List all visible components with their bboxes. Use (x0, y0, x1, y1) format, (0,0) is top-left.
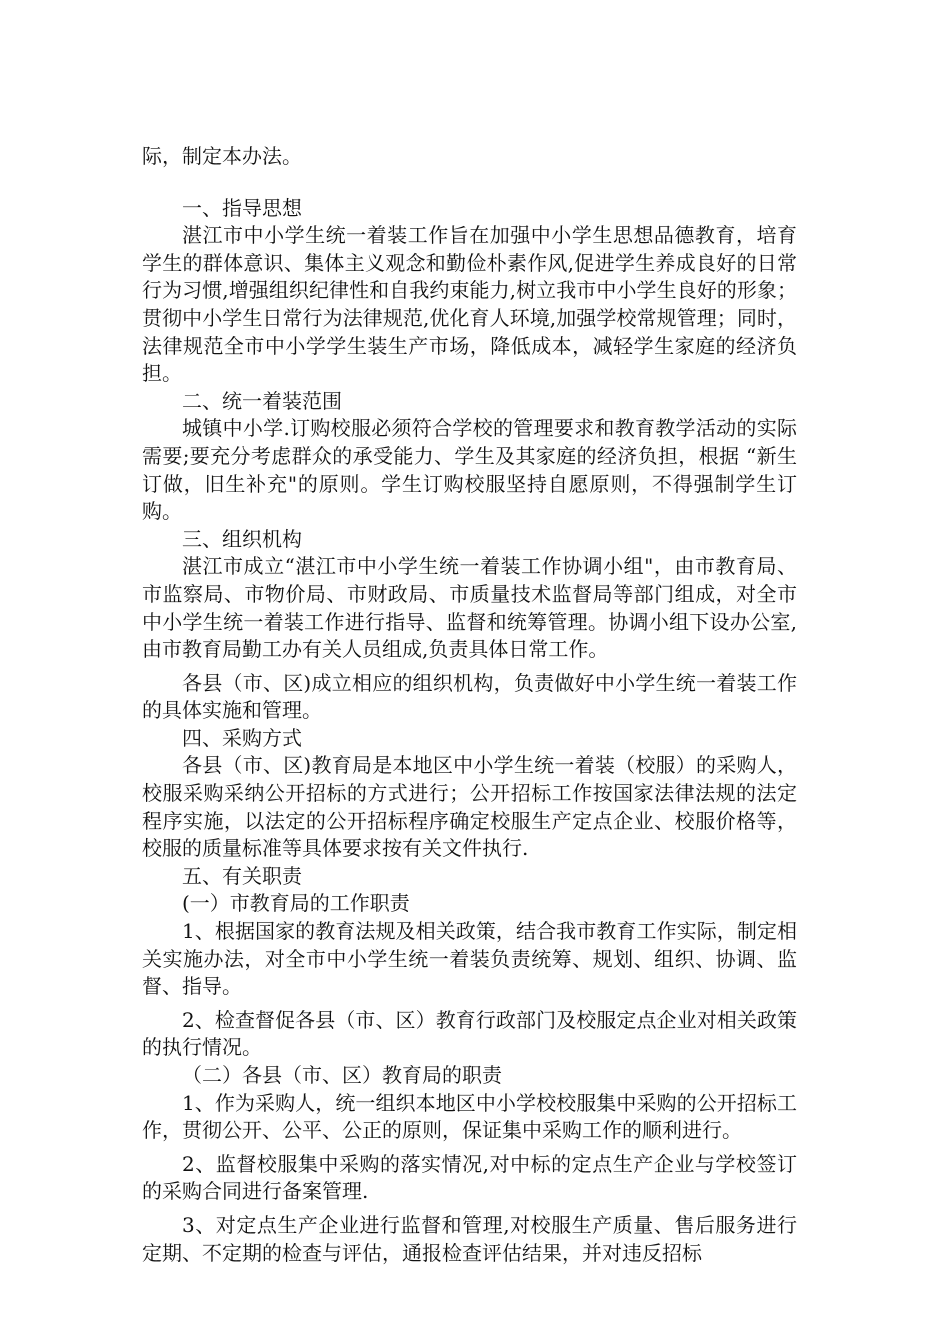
heading-responsibilities: 五、有关职责 (182, 863, 302, 888)
paragraph-intro-end: 际，制定本办法。 (142, 144, 302, 168)
paragraph-county-duty-2: 2、监督校服集中采购的落实情况,对中标的定点生产企业与学校签订的采购合同进行备案管理. (142, 1151, 797, 1204)
paragraph-procurement: 各县（市、区)教育局是本地区中小学生统一着装（校服）的采购人，校服采购采纳公开招标的方式进行；公开招标工作按国家法律法规的法定程序实施，以法定的公开招标程序确定校服生产定点企业、校服价格等，校服的质量标准等具体要求按有关文件执行. (142, 753, 797, 861)
heading-guiding-ideology: 一、指导思想 (182, 195, 302, 220)
paragraph-organization-county: 各县（市、区)成立相应的组织机构，负责做好中小学生统一着装工作的具体实施和管理。 (142, 670, 797, 723)
heading-uniform-scope: 二、统一着装范围 (182, 388, 342, 413)
paragraph-uniform-scope: 城镇中小学.订购校服必须符合学校的管理要求和教育教学活动的实际需要;要充分考虑群众的承受能力、学生及其家庭的经济负担，根据 “新生订做，旧生补充"的原则。学生订购校服坚持自愿原则，不得强制学生订购。 (142, 416, 797, 524)
paragraph-county-duty-3: 3、对定点生产企业进行监督和管理,对校服生产质量、售后服务进行定期、不定期的检查与评估，通报检查评估结果，并对违反招标 (142, 1212, 797, 1265)
paragraph-city-duty-2: 2、检查督促各县（市、区）教育行政部门及校服定点企业对相关政策的执行情况。 (142, 1007, 797, 1060)
subheading-city-bureau: (一）市教育局的工作职责 (182, 891, 410, 916)
heading-procurement: 四、采购方式 (182, 725, 302, 750)
document-body (142, 143, 797, 1267)
heading-organization: 三、组织机构 (182, 526, 302, 551)
subheading-county-bureau: （二）各县（市、区）教育局的职责 (182, 1063, 502, 1087)
paragraph-city-duty-1: 1、根据国家的教育法规及相关政策，结合我市教育工作实际，制定相关实施办法，对全市中小学生统一着装负责统筹、规划、组织、协调、监督、指导。 (142, 919, 797, 999)
paragraph-guiding-ideology: 湛江市中小学生统一着装工作旨在加强中小学生思想品德教育，培育学生的群体意识、集体主义观念和勤俭朴素作风,促进学生养成良好的日常行为习惯,增强组织纪律性和自我约束能力,树立我市中小学生良好的形象；贯彻中小学生日常行为法律规范,优化育人环境,加强学校常规管理；同时，法律规范全市中小学学生装生产市场，降低成本，减轻学生家庭的经济负担。 (142, 223, 797, 386)
paragraph-county-duty-1: 1、作为采购人，统一组织本地区中小学校校服集中采购的公开招标工作，贯彻公开、公平、公正的原则，保证集中采购工作的顺利进行。 (142, 1090, 797, 1143)
paragraph-organization-city: 湛江市成立“湛江市中小学生统一着装工作协调小组"，由市教育局、市监察局、市物价局、市财政局、市质量技术监督局等部门组成，对全市中小学生统一着装工作进行指导、监督和统筹管理。协调小组下设办公室,由市教育局勤工办有关人员组成,负责具体日常工作。 (142, 554, 797, 662)
